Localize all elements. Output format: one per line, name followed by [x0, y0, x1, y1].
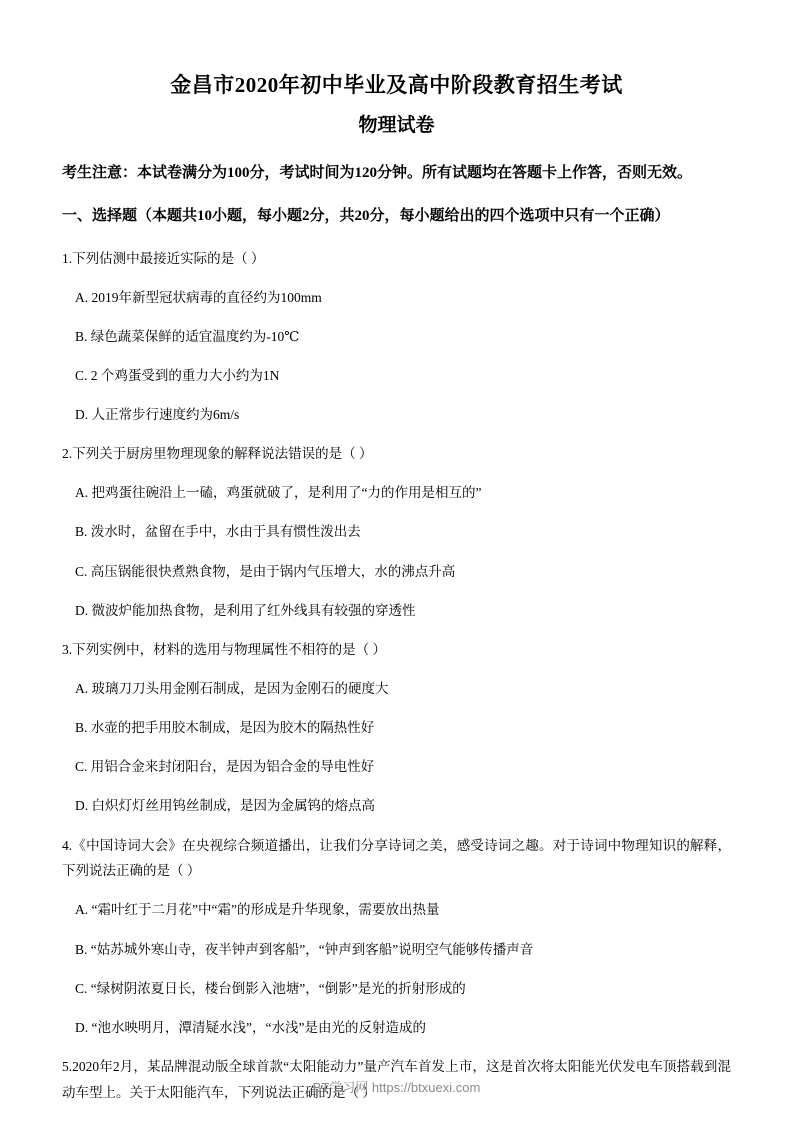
question-option: A. 把鸡蛋往碗沿上一磕，鸡蛋就破了，是利用了“力的作用是相互的”	[75, 485, 482, 501]
question-option: C. 高压锅能很快煮熟食物，是由于锅内气压增大，水的沸点升高	[75, 563, 456, 579]
question-option: A. 玻璃刀刀头用金刚石制成，是因为金刚石的硬度大	[75, 681, 389, 697]
question-stem: 2.下列关于厨房里物理现象的解释说法错误的是（ ）	[62, 446, 373, 462]
section-one-heading: 一、选择题（本题共10小题，每小题2分，共20分，每小题给出的四个选项中只有一个正确）	[62, 207, 670, 224]
question-stem: 3.下列实例中，材料的选用与物理属性不相符的是（ ）	[62, 641, 386, 657]
question-option: D. 人正常步行速度约为6m/s	[75, 407, 240, 423]
question-option: B. 水壶的把手用胶木制成，是因为胶木的隔热性好	[75, 720, 375, 736]
question-stem: 1.下列估测中最接近实际的是（ ）	[62, 250, 265, 266]
question-option: D. 微波炉能加热食物，是利用了红外线具有较强的穿透性	[75, 602, 416, 618]
question-option: C. 2 个鸡蛋受到的重力大小约为1N	[75, 367, 280, 383]
page-title: 金昌市2020年初中毕业及高中阶段教育招生考试	[170, 73, 623, 97]
question-option: A. 2019年新型冠状病毒的直径约为100mm	[75, 289, 322, 305]
question-option: B. “姑苏城外寒山寺，夜半钟声到客船”，“钟声到客船”说明空气能够传播声音	[75, 941, 534, 957]
question-stem: 4.《中国诗词大会》在央视综合频道播出，让我们分享诗词之美，感受诗词之趣。对于诗词中物理知识的解释，下列说法正确的是（ ）	[62, 837, 731, 879]
question-option: C. “绿树阴浓夏日长，楼台倒影入池塘”，“倒影”是光的折射形成的	[75, 980, 466, 996]
question-option: D. 白炽灯灯丝用钨丝制成，是因为金属钨的熔点高	[75, 798, 375, 814]
question-option: B. 绿色蔬菜保鲜的适宜温度约为-10℃	[75, 328, 300, 344]
question-option: A. “霜叶红于二月花”中“霜”的形成是升华现象，需要放出热量	[75, 902, 440, 918]
question-option: C. 用铝合金来封闭阳台，是因为铝合金的导电性好	[75, 759, 375, 775]
candidate-notice: 考生注意：本试卷满分为100分，考试时间为120分钟。所有试题均在答题卡上作答，否则无效。	[62, 165, 693, 181]
page-subtitle: 物理试卷	[358, 114, 435, 136]
question-stem: 5.2020年2月，某品牌混动版全球首款“太阳能动力”量产汽车首发上市，这是首次将太阳能光伏发电车顶搭载到混动车型上。关于太阳能汽车，下列说法正确的是（ ）	[62, 1058, 731, 1100]
question-option: B. 泼水时，盆留在手中，水由于具有惯性泼出去	[75, 524, 361, 540]
footer-watermark: BT学习网 https://btxuexi.com	[312, 1080, 481, 1095]
question-option: D. “池水映明月，潭清疑水浅”，“水浅”是由光的反射造成的	[75, 1019, 426, 1035]
